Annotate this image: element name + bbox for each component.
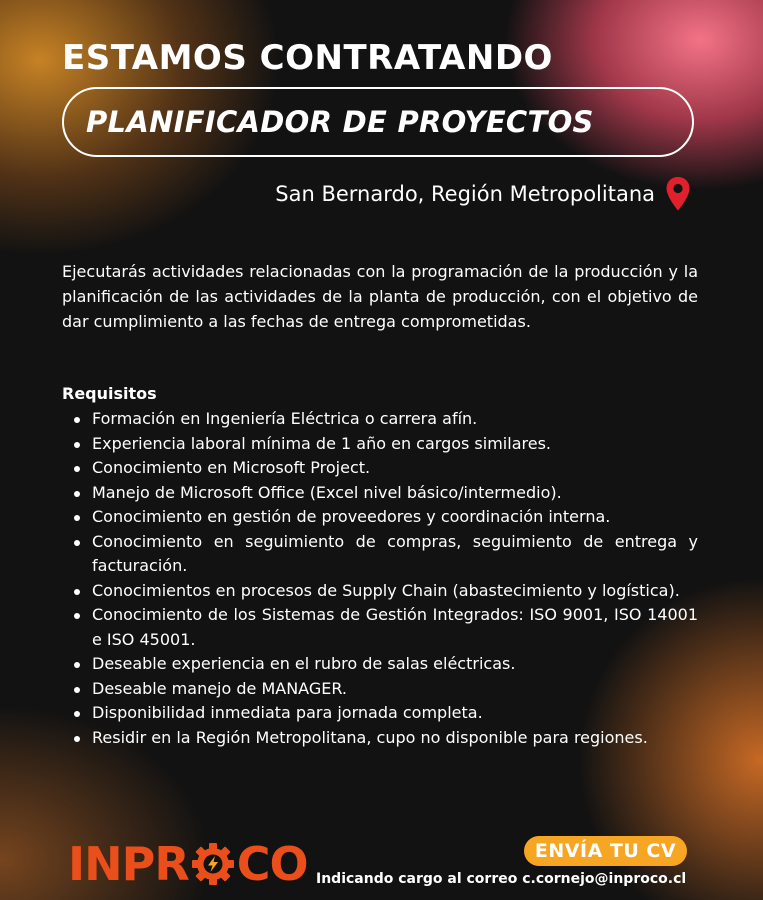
requirement-item: Formación en Ingeniería Eléctrica o carrera afín. [62, 407, 698, 432]
send-cv-button[interactable]: ENVÍA TU CV [524, 836, 687, 866]
inproco-logo: INPR CO [68, 837, 308, 891]
requirement-item: Conocimiento en seguimiento de compras, seguimiento de entrega y facturación. [62, 530, 698, 579]
requirement-item: Conocimientos en procesos de Supply Chain (abastecimiento y logística). [62, 579, 698, 604]
requirements-list [62, 407, 698, 750]
contact-email-text: Indicando cargo al correo c.cornejo@inproco.cl [316, 871, 687, 887]
requirement-item: Deseable experiencia en el rubro de salas eléctricas. [62, 652, 698, 677]
location-text: San Bernardo, Región Metropolitana [275, 182, 655, 206]
requirement-item: Residir en la Región Metropolitana, cupo no disponible para regiones. [62, 726, 698, 751]
requirement-item: Conocimiento en gestión de proveedores y coordinación interna. [62, 505, 698, 530]
requirement-item: Conocimiento en Microsoft Project. [62, 456, 698, 481]
requirement-item: Experiencia laboral mínima de 1 año en cargos similares. [62, 432, 698, 457]
requirement-item: Conocimiento de los Sistemas de Gestión Integrados: ISO 9001, ISO 14001 e ISO 45001. [62, 603, 698, 652]
job-title: PLANIFICADOR DE PROYECTOS [86, 105, 594, 139]
job-title-pill [62, 87, 694, 157]
requirement-item: Manejo de Microsoft Office (Excel nivel básico/intermedio). [62, 481, 698, 506]
requirement-item: Disponibilidad inmediata para jornada completa. [62, 701, 698, 726]
requirement-item: Deseable manejo de MANAGER. [62, 677, 698, 702]
requirements-title: Requisitos [62, 384, 157, 403]
job-description: Ejecutarás actividades relacionadas con la programación de la producción y la planificación de las actividades de la planta de producción, con el objetivo de dar cumplimiento a las fechas de entrega comprometidas. [62, 262, 698, 331]
gear-icon [190, 841, 236, 887]
headline: ESTAMOS CONTRATANDO [62, 38, 553, 78]
map-pin-icon [665, 176, 691, 212]
location [275, 176, 691, 212]
